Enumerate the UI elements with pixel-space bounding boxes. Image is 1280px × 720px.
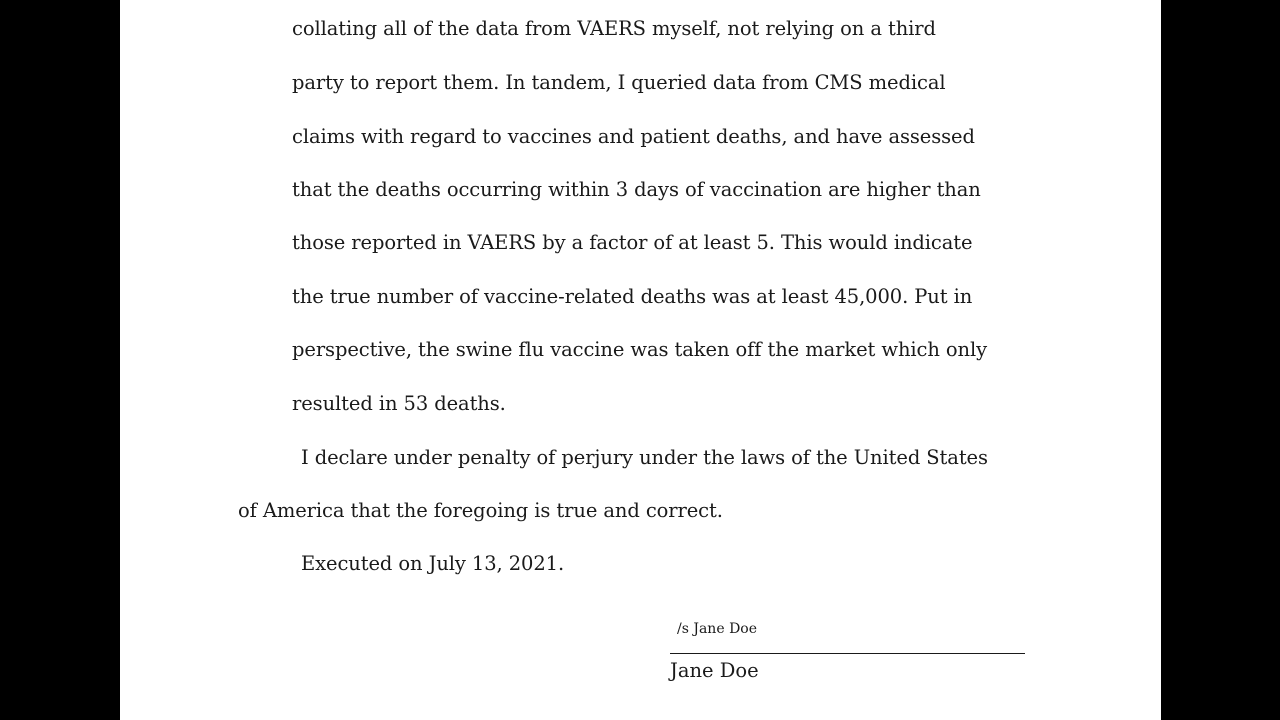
paragraph-line: resulted in 53 deaths. <box>292 392 506 415</box>
paragraph-line: that the deaths occurring within 3 days of vaccination are higher than <box>292 178 981 201</box>
paragraph-line: the true number of vaccine-related deaths was at least 45,000. Put in <box>292 285 973 308</box>
paragraph-line: perspective, the swine flu vaccine was taken off the market which only <box>292 338 988 361</box>
paragraph-line: collating all of the data from VAERS myself, not relying on a third <box>292 17 936 40</box>
signature-line <box>670 653 1025 654</box>
document-page <box>120 0 1161 720</box>
paragraph-line: those reported in VAERS by a factor of at least 5. This would indicate <box>292 231 973 254</box>
signer-name: Jane Doe <box>670 659 759 682</box>
declaration-line: I declare under penalty of perjury under the laws of the United States <box>301 446 988 469</box>
declaration-line: of America that the foregoing is true and correct. <box>238 499 723 522</box>
executed-date: Executed on July 13, 2021. <box>301 552 565 575</box>
paragraph-line: claims with regard to vaccines and patient deaths, and have assessed <box>292 125 975 148</box>
paragraph-line: party to report them. In tandem, I queried data from CMS medical <box>292 71 946 94</box>
electronic-signature: /s Jane Doe <box>677 621 758 637</box>
